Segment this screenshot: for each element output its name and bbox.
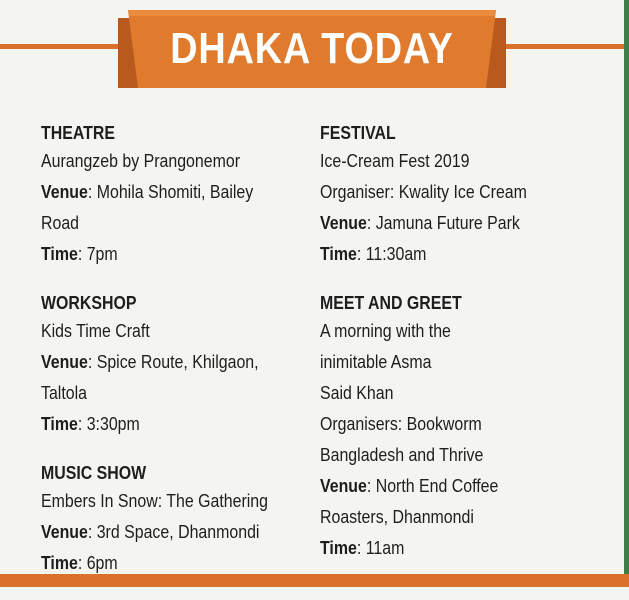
event-category: MEET AND GREET (320, 292, 462, 313)
event-venue: Venue: 3rd Space, Dhanmondi (41, 521, 260, 542)
time-value: 11:30am (365, 243, 427, 264)
event-detail: Organiser: Kwality Ice Cream (320, 181, 527, 202)
time-label: Time (41, 243, 78, 264)
right-column (320, 121, 610, 585)
venue-value: North End Coffee (375, 475, 499, 496)
side-strip (624, 0, 629, 587)
venue-value: Roasters, Dhanmondi (320, 506, 474, 527)
time-value: 3:30pm (86, 413, 140, 434)
event-detail: Aurangzeb by Prangonemor (41, 150, 241, 171)
event-venue: Venue: Spice Route, Khilgaon, (41, 351, 259, 372)
venue-value: 3rd Space, Dhanmondi (96, 521, 260, 542)
event-detail: Bangladesh and Thrive (320, 444, 484, 465)
bottom-bar (0, 574, 629, 587)
event-category: WORKSHOP (41, 292, 137, 313)
time-value: 11am (365, 537, 405, 558)
event-detail: Organisers: Bookworm (320, 413, 482, 434)
event-category: THEATRE (41, 122, 115, 143)
venue-value: Mohila Shomiti, Bailey (96, 181, 254, 202)
time-value: 6pm (86, 552, 118, 573)
event-category: FESTIVAL (320, 122, 396, 143)
venue-label: Venue (41, 351, 88, 372)
event-category: MUSIC SHOW (41, 462, 147, 483)
event-block (41, 291, 303, 439)
time-label: Time (41, 552, 78, 573)
time-value: 7pm (86, 243, 118, 264)
venue-value: Road (41, 212, 80, 233)
event-block (320, 121, 610, 269)
event-venue-cont (320, 501, 569, 532)
event-block (41, 461, 303, 578)
event-block (320, 291, 610, 563)
event-time: Time: 7pm (41, 243, 118, 264)
event-time: Time: 3:30pm (41, 413, 140, 434)
event-detail: Said Khan (320, 382, 394, 403)
time-label: Time (320, 243, 357, 264)
venue-value: Taltola (41, 382, 87, 403)
event-detail: Kids Time Craft (41, 320, 150, 341)
page-title: DHAKA TODAY (170, 24, 454, 73)
venue-label: Venue (320, 212, 367, 233)
title-banner (118, 10, 506, 102)
event-detail: inimitable Asma (320, 351, 432, 372)
venue-value: Spice Route, Khilgaon, (96, 351, 259, 372)
event-venue: Venue: Jamuna Future Park (320, 212, 520, 233)
venue-label: Venue (320, 475, 367, 496)
event-time: Time: 11:30am (320, 243, 427, 264)
event-venue-cont (41, 207, 266, 238)
event-detail: Embers In Snow: The Gathering (41, 490, 268, 511)
event-venue: Venue: Mohila Shomiti, Bailey (41, 181, 254, 202)
time-label: Time (41, 413, 78, 434)
time-label: Time (320, 537, 357, 558)
event-time: Time: 6pm (41, 552, 118, 573)
event-venue-cont (41, 377, 266, 408)
event-detail: Ice-Cream Fest 2019 (320, 150, 470, 171)
venue-value: Jamuna Future Park (375, 212, 520, 233)
event-block (41, 121, 303, 269)
venue-label: Venue (41, 181, 88, 202)
left-column (41, 121, 303, 600)
event-venue: Venue: North End Coffee (320, 475, 499, 496)
event-time: Time: 11am (320, 537, 405, 558)
venue-label: Venue (41, 521, 88, 542)
event-detail: A morning with the (320, 320, 451, 341)
